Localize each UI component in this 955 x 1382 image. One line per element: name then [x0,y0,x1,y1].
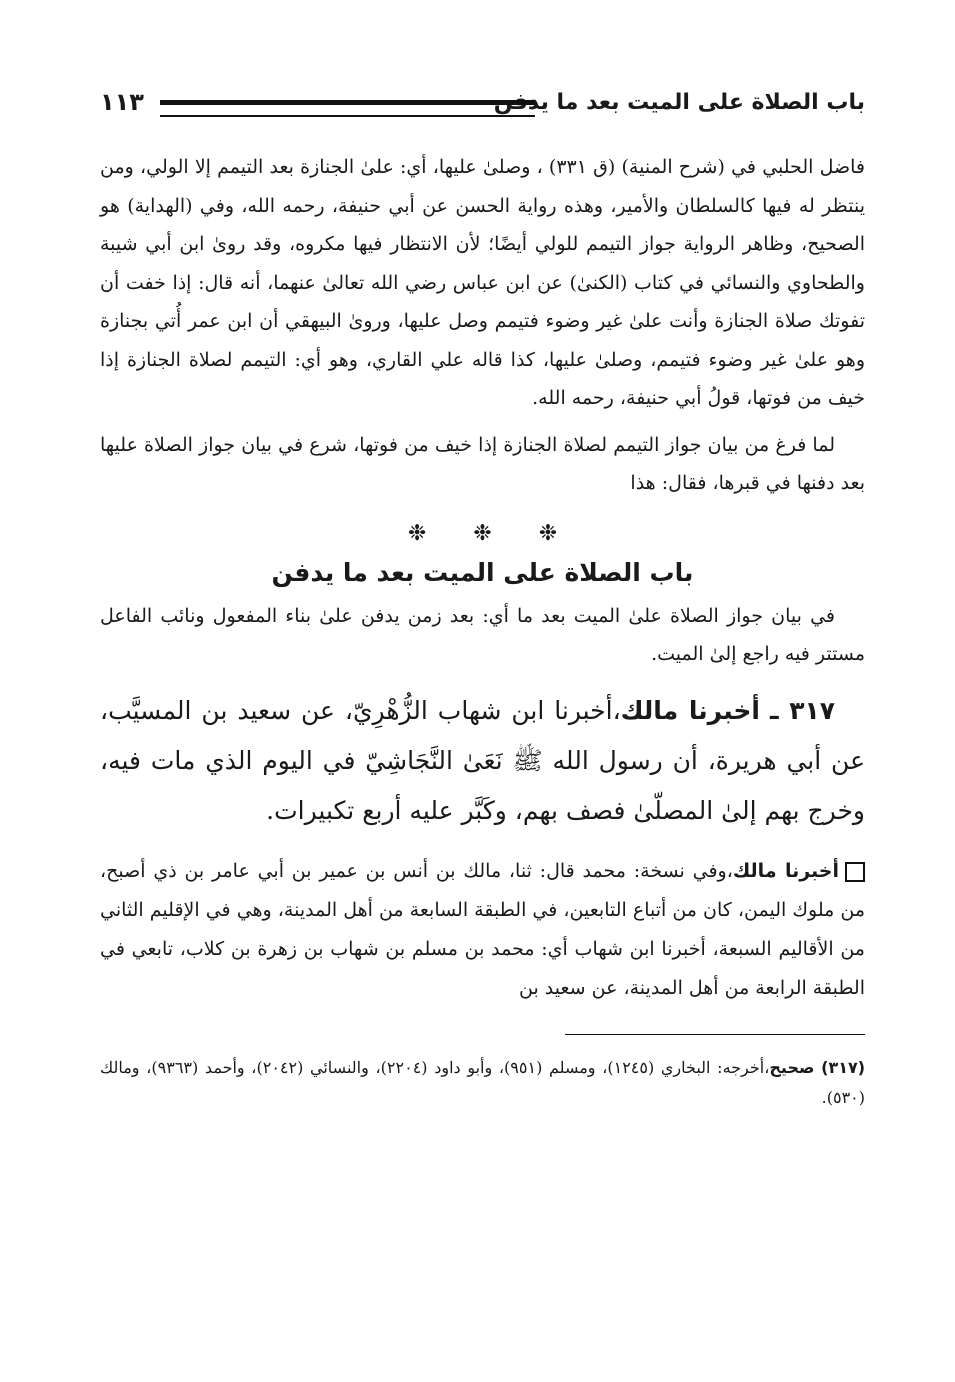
intro-paragraph: فاضل الحلبي في (شرح المنية) (ق ٣٣١) ، وصلىٰ عليها، أي: علىٰ الجنازة بعد التيمم إلا الولي، ومن ينتظر له فيها كالسلطان والأمير، وهذه رواية الحسن عن أبي حنيفة، رحمه الله، وفي (الهداية) هو الصحيح، وظاهر الرواية جواز التيمم للولي أيضًا؛ لأن الانتظار فيها مكروه، وقد رویٰ ابن أبي شيبة والطحاوي والنسائي في كتاب (الكنىٰ) عن ابن عباس رضي الله تعالىٰ عنهما، أنه قال: إذا خفت أن تفوتك صلاة الجنازة وأنت علىٰ غير وضوء فتيمم وصل عليها، ورویٰ البيهقي أن ابن عمر أُتي بجنازة وهو علىٰ غير وضوء فتيمم، وصلىٰ عليها، كذا قاله علي القاري، وهو أي: التيمم لصلاة الجنازة إذا خيف من فوتها، قولُ أبي حنيفة، رحمه الله. [100,156,865,409]
commentary-body: ،وفي نسخة: محمد قال: ثنا، مالك بن أنس بن عمير بن أبي عامر بن ذي أصبح، من ملوك اليمن، كان من أتباع التابعين، في الطبقة السابعة من أهل المدينة، وهي في الإقليم الثاني من الأقاليم السبعة، أخبرنا ابن شهاب أي: محمد بن مسلم بن شهاب بن زهرة بن كلاب، تابعي في الطبقة الرابعة من أهل المدينة، عن سعيد بن [100,859,865,999]
footnote-grade: صحيح [769,1057,815,1077]
commentary-lead: أخبرنا مالك [732,859,840,882]
footnote-number: (٣١٧) [821,1057,866,1077]
square-marker-icon [845,862,865,882]
section-divider: ❉ ❉ ❉ [407,520,558,546]
footnote-text: ،أخرجه: البخاري (١٢٤٥)، ومسلم (٩٥١)، وأبو داود (٢٢٠٤)، والنسائي (٢٠٤٢)، وأحمد (٩٣٦٣)، ومالك (٥٣٠). [100,1057,865,1107]
hadith-narrator: أخبرنا مالك [620,695,760,725]
page-number: ١١٣ [100,88,144,116]
commentary-paragraph [100,852,865,1008]
hadith-text [100,686,865,836]
header-rule [160,100,535,117]
section-intro: في بيان جواز الصلاة علىٰ الميت بعد ما أي: بعد زمن يدفن علىٰ بناء المفعول ونائب الفاعل مستتر فيه راجع إلىٰ الميت. [100,604,865,665]
footnote-divider [565,1034,865,1035]
book-page [100,80,865,1342]
hadith-body: ،أخبرنا ابن شهاب الزُّهْرِيّ، عن سعيد بن المسيَّب، عن أبي هريرة، أن رسول الله ﷺ نَعَىٰ النَّجَاشِيّ في اليوم الذي مات فيه، وخرج بهم إلىٰ المصلّىٰ فصف بهم، وكَبَّر عليه أربع تكبيرات. [100,695,865,825]
running-title: باب الصلاة على الميت بعد ما يدفن [493,90,865,115]
hadith-number: ٣١٧ ـ [769,695,835,725]
footnote [100,1053,865,1113]
transition-paragraph: لما فرغ من بيان جواز التيمم لصلاة الجنازة إذا خيف من فوتها، شرع في بيان جواز الصلاة عليها بعد دفنها في قبرها، فقال: هذا [100,433,865,494]
page-header [100,80,865,130]
section-title: باب الصلاة على الميت بعد ما يدفن [271,557,694,587]
